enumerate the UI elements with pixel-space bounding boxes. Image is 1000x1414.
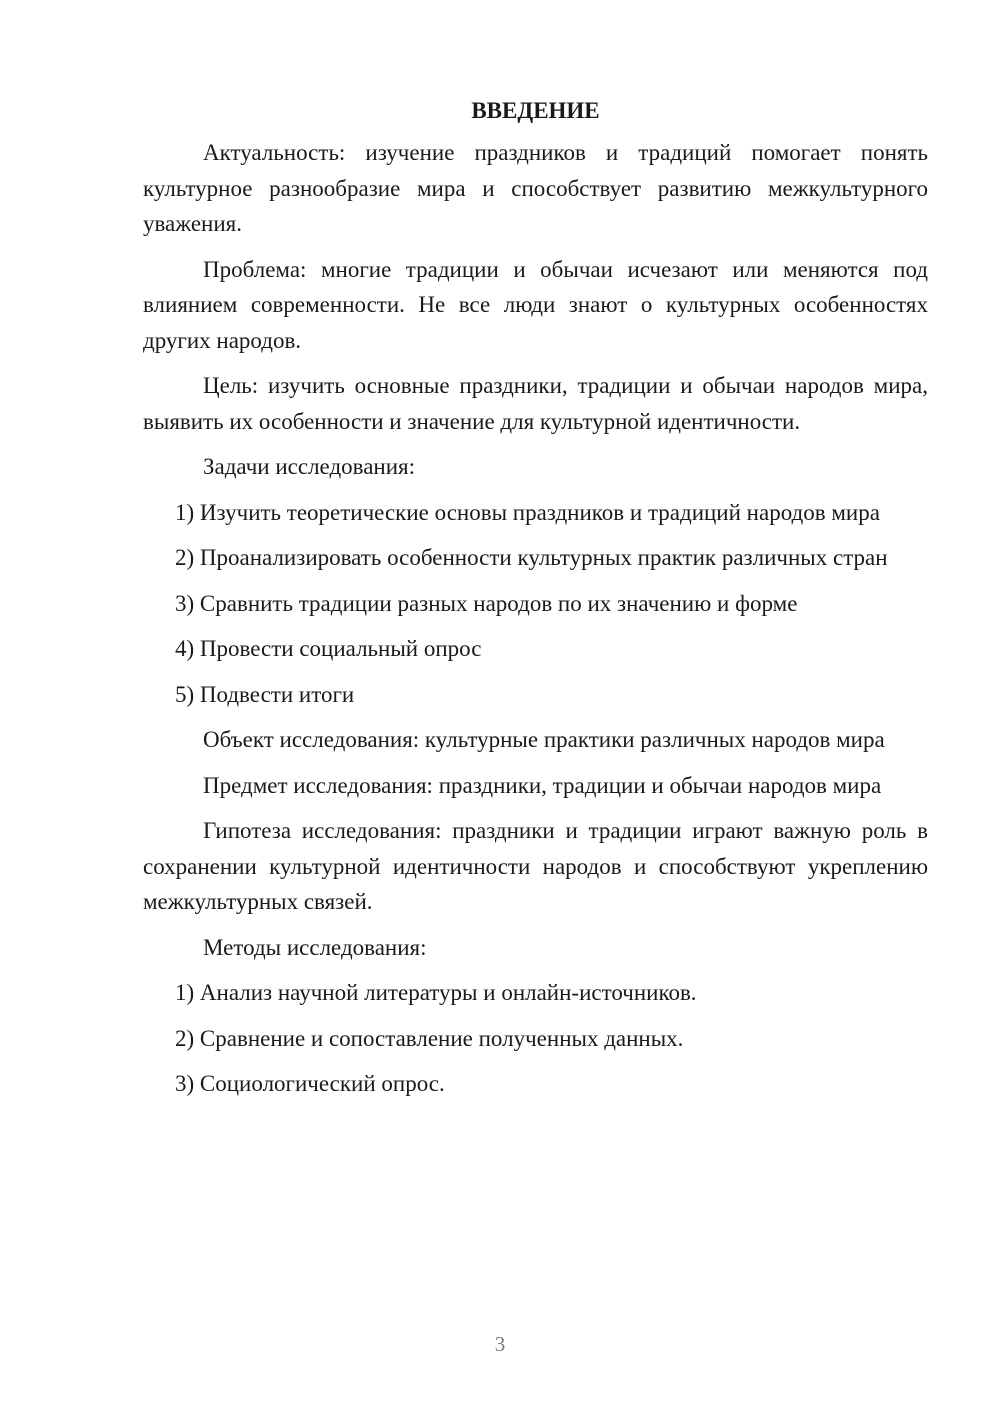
methods-heading: Методы исследования: — [203, 934, 427, 960]
task-item: 3) Сравнить традиции разных народов по их значению и форме — [175, 590, 798, 616]
hypothesis-paragraph: Гипотеза исследования: праздники и традиции играют важную роль в сохранении культурной идентичности народов и способствуют укреплению межкультурных связей. — [143, 818, 928, 914]
section-title: ВВЕДЕНИЕ — [471, 98, 600, 123]
goal-paragraph: Цель: изучить основные праздники, традиции и обычаи народов мира, выявить их особенности и значение для культурной идентичности. — [143, 373, 928, 434]
task-item: 1) Изучить теоретические основы праздников и традиций народов мира — [175, 499, 880, 525]
page-number: 3 — [494, 1332, 506, 1356]
subject-paragraph: Предмет исследования: праздники, традиции и обычаи народов мира — [203, 772, 882, 798]
method-item: 1) Анализ научной литературы и онлайн-источников. — [175, 980, 697, 1005]
problem-paragraph: Проблема: многие традиции и обычаи исчезают или меняются под влиянием современности. Не все люди знают о культурных особенностях других народов. — [143, 256, 928, 353]
tasks-heading: Задачи исследования: — [203, 454, 416, 479]
relevance-paragraph: Актуальность: изучение праздников и традиций помогает понять культурное разнообразие мира и способствует развитию межкультурного уважения. — [143, 140, 928, 236]
task-item: 2) Проанализировать особенности культурных практик различных стран — [175, 545, 888, 570]
object-paragraph: Объект исследования: культурные практики различных народов мира — [203, 727, 885, 752]
task-item: 4) Провести социальный опрос — [175, 636, 482, 661]
document-body — [143, 95, 928, 1112]
method-item: 2) Сравнение и сопоставление полученных данных. — [175, 1025, 684, 1051]
method-item: 3) Социологический опрос. — [175, 1071, 445, 1096]
task-item: 5) Подвести итоги — [175, 681, 355, 707]
